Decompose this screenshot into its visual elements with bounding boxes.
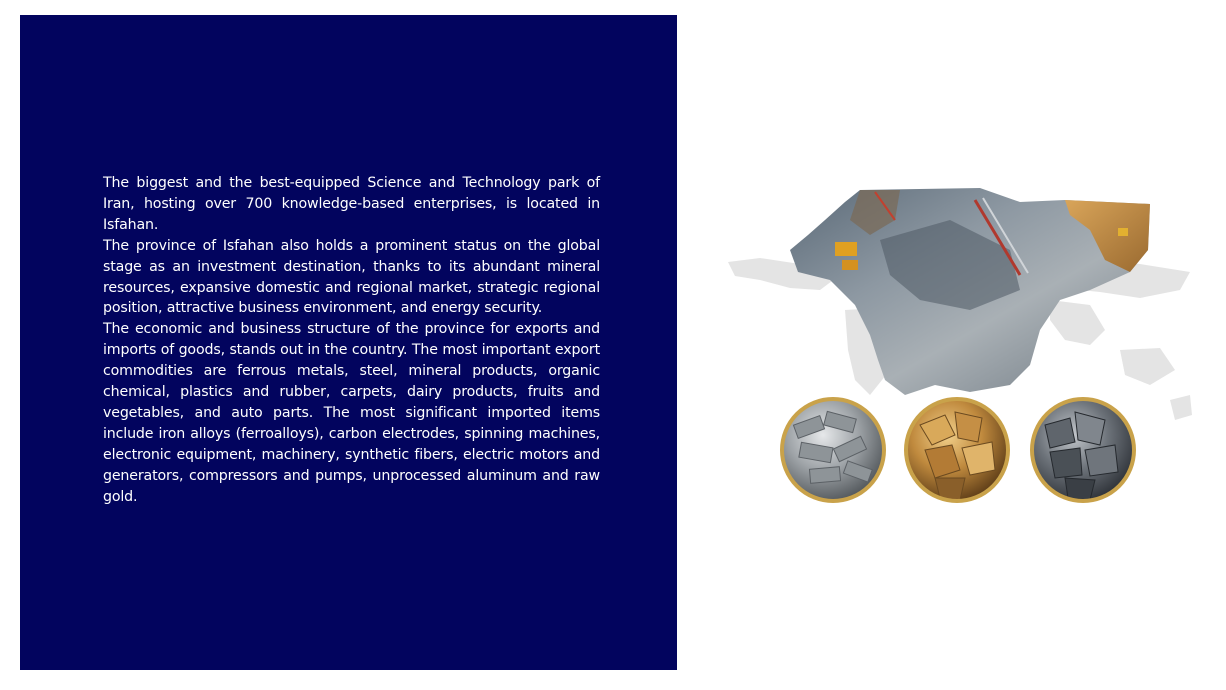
- paragraph-trade: The economic and business structure of the province for exports and imports of goods, stands out in the country. The most important export commodities are ferrous metals, steel, mineral products, organic chemical, plastics and rubber, carpets, dairy products, fruits and vegetables, and auto parts. The most significant imported items include iron alloys (ferroalloys), carbon electrodes, spinning machines, electronic equipment, machinery, synthetic fibers, electric motors and generators, compressors and pumps, unprocessed aluminum and raw gold.: [103, 321, 600, 505]
- iron-ore-icon: [1032, 399, 1134, 501]
- paragraph-science-park: The biggest and the best-equipped Science and Technology park of Iran, hosting over 700 knowledge-based enterprises, is located in Isfahan.: [103, 175, 600, 233]
- gold-ore-icon: [906, 399, 1008, 501]
- description-text: [103, 173, 600, 508]
- aluminum-ore-icon: [782, 399, 884, 501]
- map-illustration: [720, 180, 1200, 510]
- paragraph-investment: The province of Isfahan also holds a prominent status on the global stage as an investment destination, thanks to its abundant mineral resources, expansive domestic and regional market, strategic regional position, attractive business environment, and energy security.: [103, 237, 600, 317]
- text-panel: [20, 15, 677, 670]
- map-illustration-svg: [720, 180, 1200, 510]
